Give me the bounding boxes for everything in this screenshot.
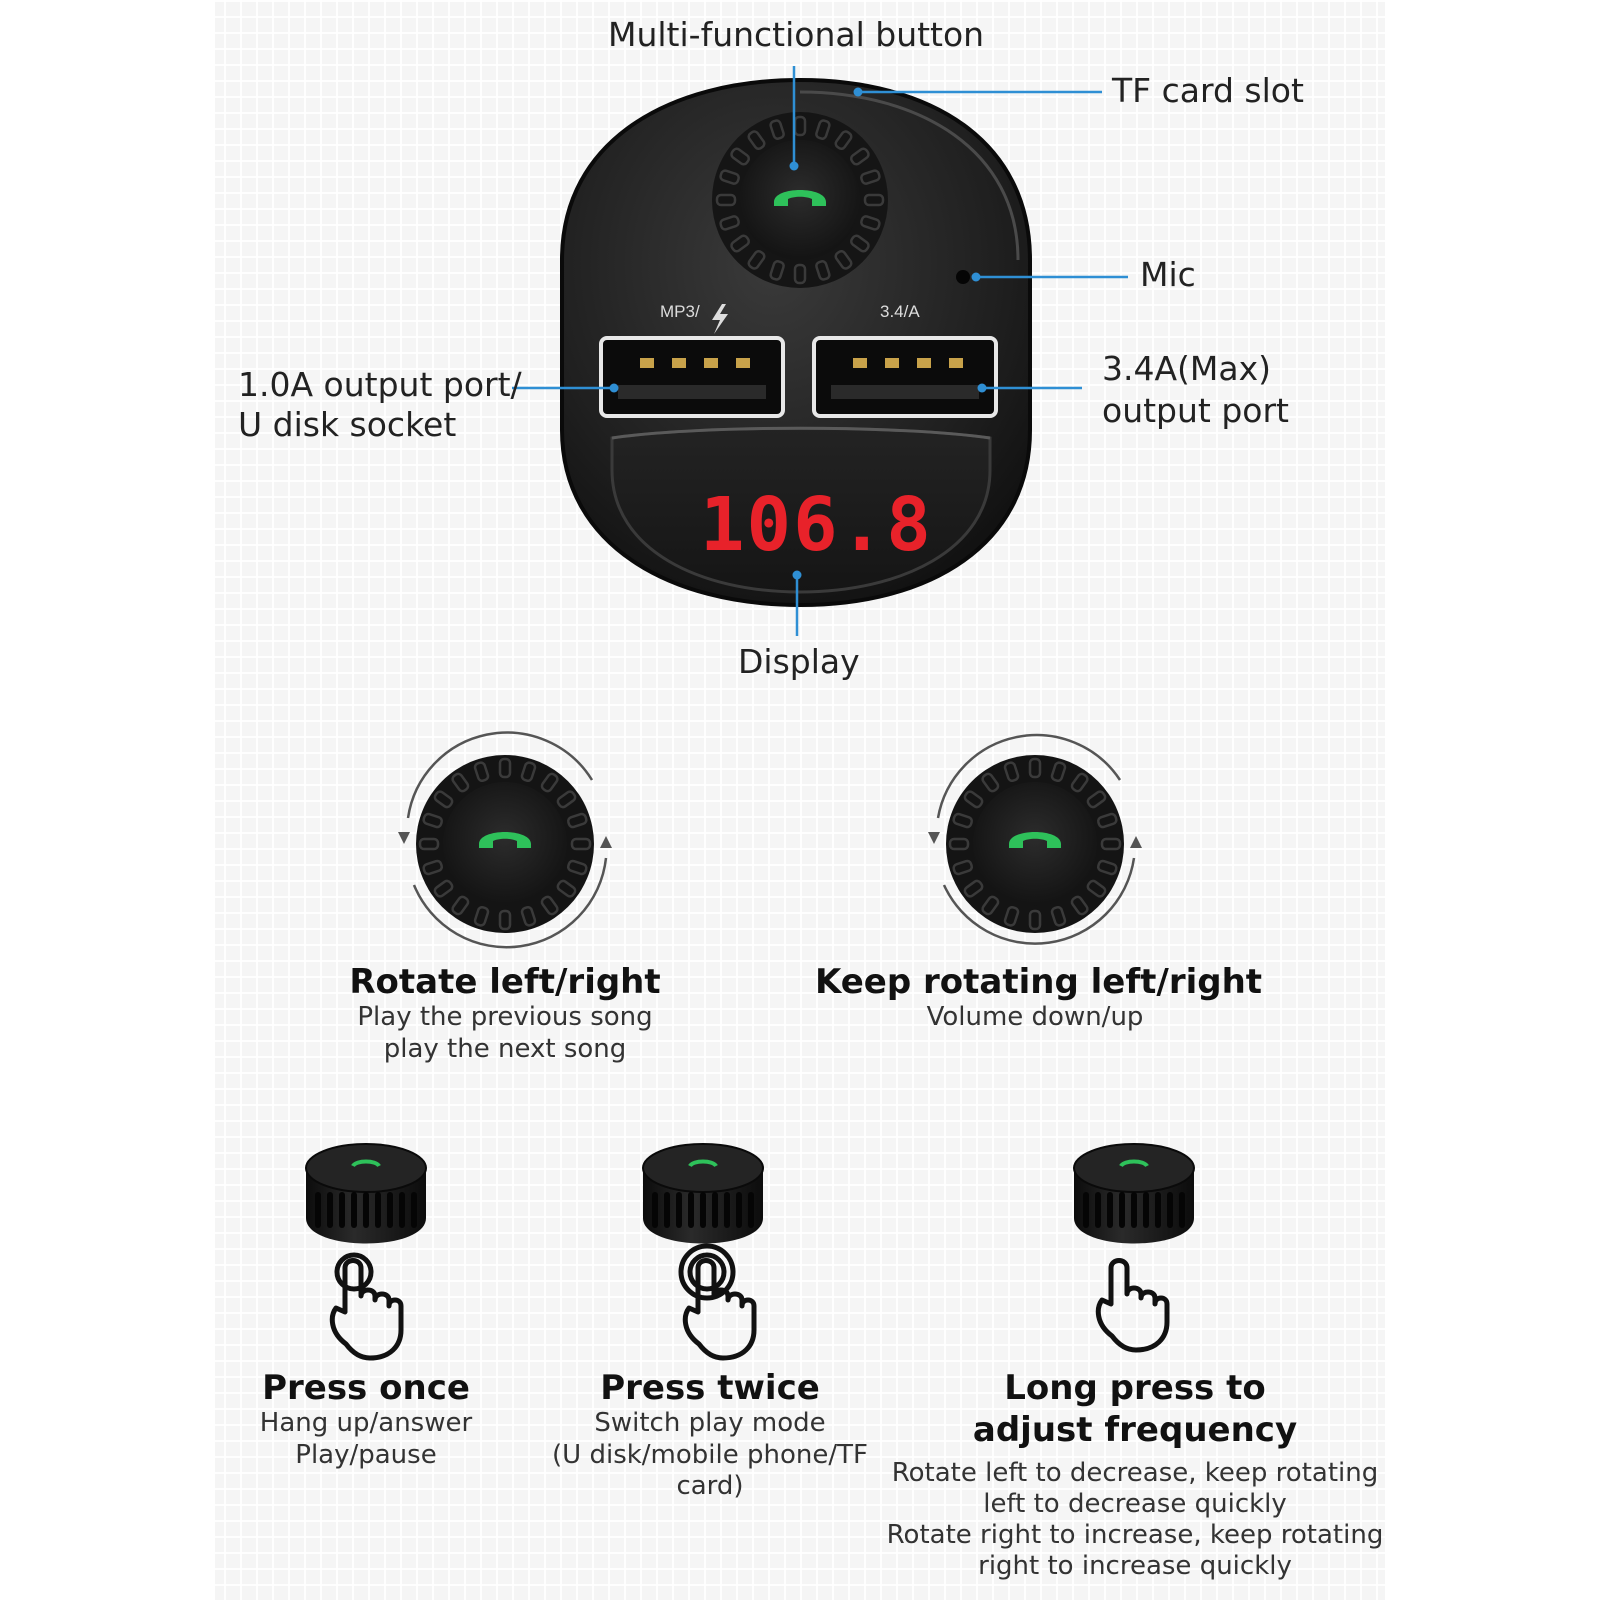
- hand-press-once-icon: [332, 1255, 401, 1358]
- knob-rib: [315, 1192, 321, 1228]
- knob-rib: [652, 1192, 658, 1228]
- port-left-marking: MP3/: [660, 302, 700, 321]
- knob-rib: [1131, 1192, 1137, 1228]
- press-twice-desc-line2: (U disk/mobile phone/TF card): [552, 1440, 868, 1502]
- knob-rib: [351, 1192, 357, 1228]
- knob-rib: [664, 1192, 670, 1228]
- press-knob-twice: [643, 1144, 763, 1244]
- knob-rib: [748, 1192, 754, 1228]
- usb-port-left[interactable]: [601, 338, 783, 416]
- long-press-desc-line1: Rotate left to decrease, keep rotating: [891, 1458, 1379, 1488]
- knob-rib: [339, 1192, 345, 1228]
- knob-rib: [1155, 1192, 1161, 1228]
- rotate-knob-right: [928, 735, 1142, 944]
- long-press-desc-line2: left to decrease quickly: [983, 1489, 1287, 1519]
- hand-press-twice-icon: [681, 1246, 754, 1358]
- knob-rib: [363, 1192, 369, 1228]
- knob-rib: [724, 1192, 730, 1228]
- rotate-knob-left: [398, 733, 612, 948]
- press-once-desc-line2: Play/pause: [295, 1440, 437, 1470]
- knob-rib: [375, 1192, 381, 1228]
- press-once-desc-line1: Hang up/answer: [259, 1408, 473, 1438]
- press-twice-desc-line1: Switch play mode: [594, 1408, 826, 1438]
- arrow-down-icon: [928, 832, 940, 844]
- label-port-right-line2: output port: [1102, 391, 1289, 430]
- press-knob-once: [306, 1144, 426, 1244]
- press-twice-title: Press twice: [600, 1368, 820, 1408]
- label-multi-function-button: Multi-functional button: [608, 15, 985, 54]
- knob-rib: [411, 1192, 417, 1228]
- mic-hole: [956, 270, 970, 284]
- knob-rib: [736, 1192, 742, 1228]
- multi-function-knob[interactable]: [712, 112, 888, 288]
- long-press-desc-line4: right to increase quickly: [978, 1551, 1292, 1581]
- knob-rib: [712, 1192, 718, 1228]
- knob-rib: [700, 1192, 706, 1228]
- press-once-title: Press once: [262, 1368, 470, 1408]
- press-knob-long: [1074, 1144, 1194, 1244]
- long-press-title-line2: adjust frequency: [972, 1410, 1298, 1450]
- rotate-desc-line1: Play the previous song: [357, 1002, 653, 1032]
- label-mic: Mic: [1140, 255, 1196, 294]
- knob-rib: [399, 1192, 405, 1228]
- knob-rib: [1119, 1192, 1125, 1228]
- frequency-display: 106.8: [700, 482, 933, 568]
- knob-rib: [387, 1192, 393, 1228]
- keep-rotate-desc-line1: Volume down/up: [926, 1002, 1144, 1032]
- label-port-right-line1: 3.4A(Max): [1102, 349, 1272, 388]
- label-port-left-line2: U disk socket: [238, 405, 457, 444]
- knob-rib: [1167, 1192, 1173, 1228]
- knob-rib: [676, 1192, 682, 1228]
- rotate-title: Rotate left/right: [349, 962, 661, 1002]
- rotate-desc-line2: play the next song: [383, 1034, 627, 1064]
- usb-port-right[interactable]: [814, 338, 996, 416]
- long-press-title-line1: Long press to: [1004, 1368, 1266, 1408]
- hand-long-press-icon: [1098, 1261, 1167, 1351]
- knob-rib: [327, 1192, 333, 1228]
- label-display: Display: [738, 642, 860, 681]
- knob-rib: [1107, 1192, 1113, 1228]
- knob-rib: [688, 1192, 694, 1228]
- knob-rib: [1179, 1192, 1185, 1228]
- long-press-desc-line3: Rotate right to increase, keep rotating: [886, 1520, 1384, 1550]
- arrow-up-icon: [1130, 836, 1142, 848]
- keep-rotate-title: Keep rotating left/right: [815, 962, 1263, 1002]
- knob-rib: [1083, 1192, 1089, 1228]
- knob-rib: [1095, 1192, 1101, 1228]
- port-right-marking: 3.4/A: [880, 302, 920, 321]
- label-tf-card-slot: TF card slot: [1112, 71, 1304, 110]
- label-port-left-line1: 1.0A output port/: [238, 365, 522, 404]
- knob-rib: [1143, 1192, 1149, 1228]
- arrow-down-icon: [398, 832, 410, 844]
- arrow-up-icon: [600, 836, 612, 848]
